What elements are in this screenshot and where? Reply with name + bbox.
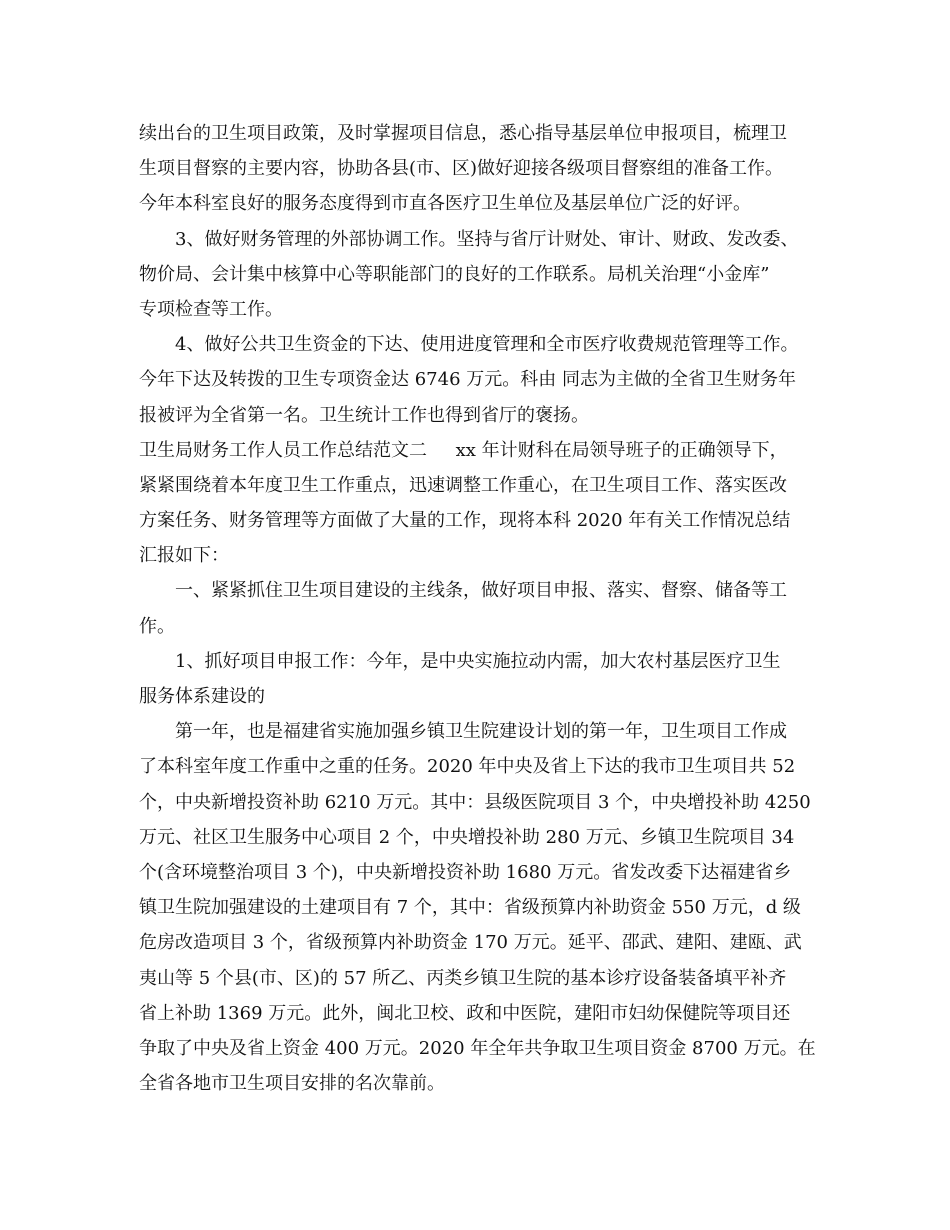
- body-line: 个，中央新增投资补助 6210 万元。其中：县级医院项目 3 个，中央增投补助 4250: [139, 791, 811, 813]
- body-line: 专项检查等工作。: [139, 298, 283, 320]
- section-title-line: 卫生局财务工作人员工作总结范文二 xx 年计财科在局领导班子的正确领导下，: [139, 439, 788, 461]
- body-line: 今年本科室良好的服务态度得到市直各医疗卫生单位及基层单位广泛的好评。: [139, 193, 751, 215]
- document-body: [139, 116, 819, 1101]
- body-line: 作。: [139, 615, 175, 637]
- body-line: 今年下达及转拨的卫生专项资金达 6746 万元。科由 同志为主做的全省卫生财务年: [139, 369, 796, 391]
- body-line: 方案任务、财务管理等方面做了大量的工作，现将本科 2020 年有关工作情况总结: [139, 510, 791, 532]
- body-line: 了本科室年度工作重中之重的任务。2020 年中央及省上下达的我市卫生项目共 52: [139, 756, 796, 778]
- body-line: 夷山等 5 个县(市、区)的 57 所乙、丙类乡镇卫生院的基本诊疗设备装备填平补齐: [139, 967, 787, 989]
- body-line: 报被评为全省第一名。卫生统计工作也得到省厅的褒扬。: [139, 404, 589, 426]
- body-line: 服务体系建设的: [139, 686, 265, 707]
- body-line: 全省各地市卫生项目安排的名次靠前。: [139, 1073, 445, 1095]
- body-line: 物价局、会计集中核算中心等职能部门的良好的工作联系。局机关治理“小金库”: [139, 263, 770, 285]
- heading-one-line: 一、紧紧抓住卫生项目建设的主线条，做好项目申报、落实、督察、储备等工: [175, 580, 787, 602]
- body-line: 生项目督察的主要内容，协助各县(市、区)做好迎接各级项目督察组的准备工作。: [139, 158, 784, 180]
- paragraph-item-3-line: 3、做好财务管理的外部协调工作。坚持与省厅计财处、审计、财政、发改委、: [175, 228, 799, 250]
- body-line: 省上补助 1369 万元。此外，闽北卫校、政和中医院，建阳市妇幼保健院等项目还: [139, 1002, 791, 1024]
- paragraph-line: 第一年，也是福建省实施加强乡镇卫生院建设计划的第一年，卫生项目工作成: [175, 721, 787, 743]
- body-line: 紧紧围绕着本年度卫生工作重点，迅速调整工作重心，在卫生项目工作、落实医改: [139, 474, 787, 496]
- paragraph-item-1-line: 1、抓好项目申报工作：今年，是中央实施拉动内需，加大农村基层医疗卫生: [175, 650, 781, 672]
- body-line: 万元、社区卫生服务中心项目 2 个，中央增投补助 280 万元、乡镇卫生院项目 34: [139, 826, 795, 848]
- body-line: 争取了中央及省上资金 400 万元。2020 年全年共争取卫生项目资金 8700 万元。在: [139, 1037, 816, 1059]
- body-line: 镇卫生院加强建设的土建项目有 7 个，其中：省级预算内补助资金 550 万元，d 级: [139, 897, 801, 919]
- body-line: 个(含环境整治项目 3 个)，中央新增投资补助 1680 万元。省发改委下达福建省乡: [139, 861, 792, 883]
- body-line: 汇报如下：: [139, 545, 229, 567]
- body-line: 危房改造项目 3 个，省级预算内补助资金 170 万元。延平、邵武、建阳、建瓯、武: [139, 932, 802, 954]
- paragraph-item-4-line: 4、做好公共卫生资金的下达、使用进度管理和全市医疗收费规范管理等工作。: [175, 334, 799, 356]
- body-line: 续出台的卫生项目政策，及时掌握项目信息，悉心指导基层单位申报项目，梳理卫: [139, 123, 787, 144]
